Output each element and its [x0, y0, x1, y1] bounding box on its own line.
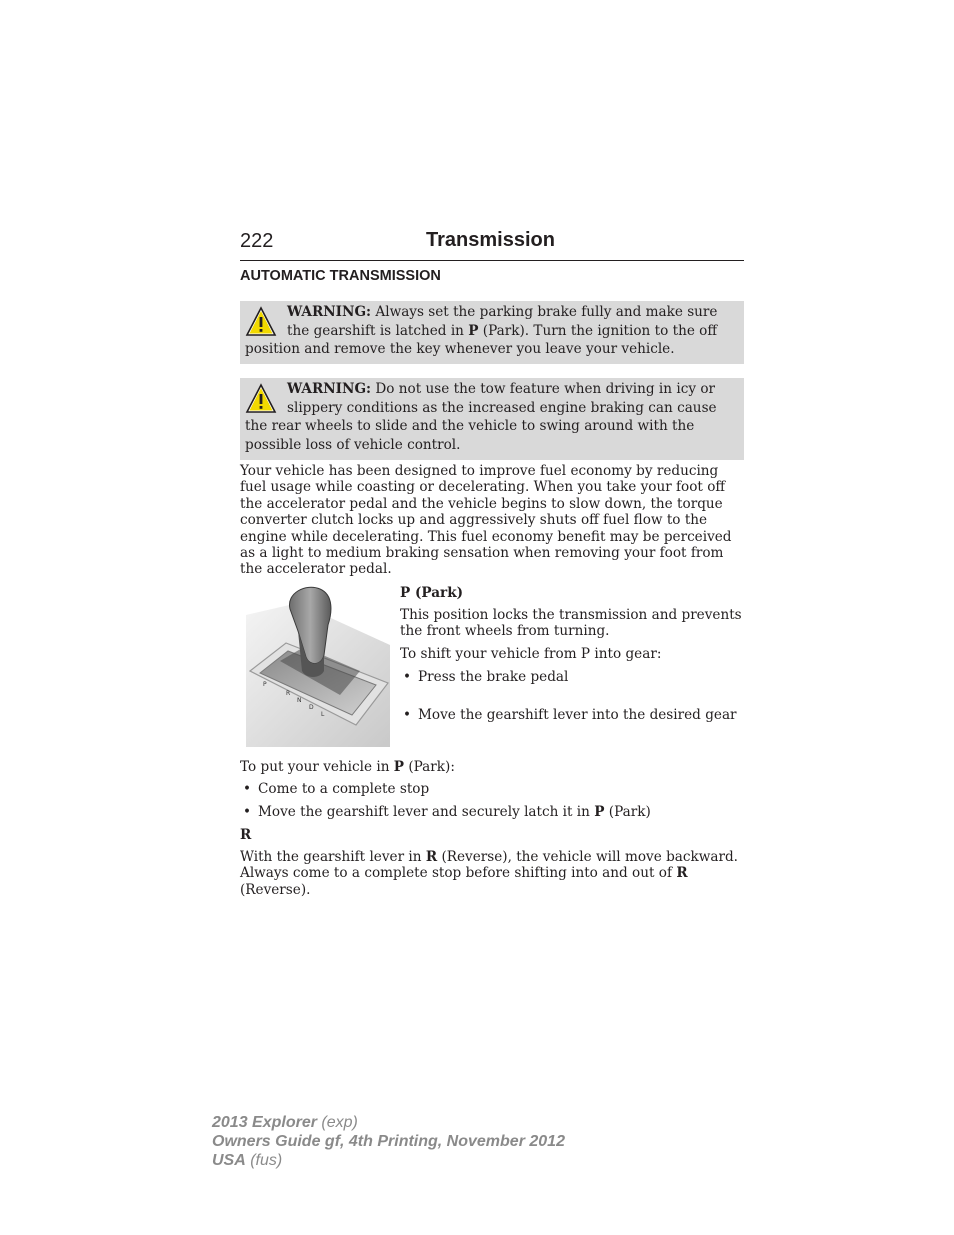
section-heading: AUTOMATIC TRANSMISSION — [240, 268, 441, 284]
bullet-dot: • — [243, 781, 252, 797]
list-item — [240, 781, 762, 797]
page-header — [240, 228, 744, 261]
list-item — [400, 669, 762, 685]
reverse-heading: R — [240, 827, 252, 843]
park-put-intro: To put your vehicle in P (Park): — [240, 759, 455, 775]
bullet-dot: • — [403, 669, 412, 685]
list-item-text: Move the gearshift lever into the desired gear — [418, 707, 737, 724]
reverse-description: With the gearshift lever in R (Reverse), the vehicle will move backward. Always come to a complete stop before shifting into and out of R (Reverse). — [240, 849, 738, 898]
gearshift-illustration — [240, 585, 390, 747]
intro-paragraph: Your vehicle has been designed to improve fuel economy by reducing fuel usage while coasting or decelerating. When you take your foot off the accelerator pedal and the vehicle begins to slow down, the torque converter clutch locks up and aggressively shuts off fuel flow to the engine while decelerating. This fuel economy benefit may be perceived as a light to medium braking sensation when removing your foot from the accelerator pedal. — [240, 463, 732, 578]
list-item-text: Move the gearshift lever and securely latch it in P (Park) — [258, 804, 651, 820]
footer-region-line: USA (fus) — [212, 1152, 283, 1169]
warning-triangle-icon — [245, 306, 277, 340]
warning-label: WARNING: — [287, 304, 372, 320]
park-heading: P (Park) — [400, 585, 464, 601]
footer-guide-line: Owners Guide gf, 4th Printing, November 2012 — [212, 1133, 565, 1150]
gear-letter-d: D — [309, 704, 314, 711]
warning-text-continued: (Park). Turn the ignition to the off position and remove the key whenever you leave your vehicle. — [245, 322, 718, 358]
warning-label: WARNING: — [287, 381, 372, 397]
park-description: This position locks the transmission and prevents the front wheels from turning. — [400, 607, 742, 640]
warning-box-parking — [240, 301, 744, 364]
gear-letter-l: L — [321, 711, 325, 718]
warning-text: Do not use the tow feature when driving in icy or slippery conditions as the increased engine braking can cause the rear wheels to slide and the vehicle to swing around with the possible loss of vehicle control. — [245, 381, 717, 454]
warning-gear-p: P — [468, 322, 479, 339]
warning-triangle-icon — [245, 383, 277, 417]
list-item — [240, 804, 762, 820]
gear-letter-p: P — [263, 681, 267, 688]
footer-model-line: 2013 Explorer (exp) — [212, 1114, 358, 1131]
list-item-text: Come to a complete stop — [258, 781, 430, 797]
shift-intro: To shift your vehicle from P into gear: — [400, 646, 662, 662]
bullet-dot: • — [403, 707, 412, 724]
page-footer — [212, 1113, 565, 1170]
warning-text: Always set the parking brake fully and make sure the gearshift is latched in — [287, 304, 718, 339]
bullet-dot: • — [243, 804, 252, 820]
list-item-text: Press the brake pedal — [418, 669, 569, 685]
chapter-title: Transmission — [426, 229, 555, 251]
list-item — [400, 707, 762, 723]
gear-letter-r: R — [286, 690, 291, 697]
warning-box-tow — [240, 378, 744, 460]
gear-letter-n: N — [297, 697, 302, 704]
page-number: 222 — [240, 230, 274, 252]
